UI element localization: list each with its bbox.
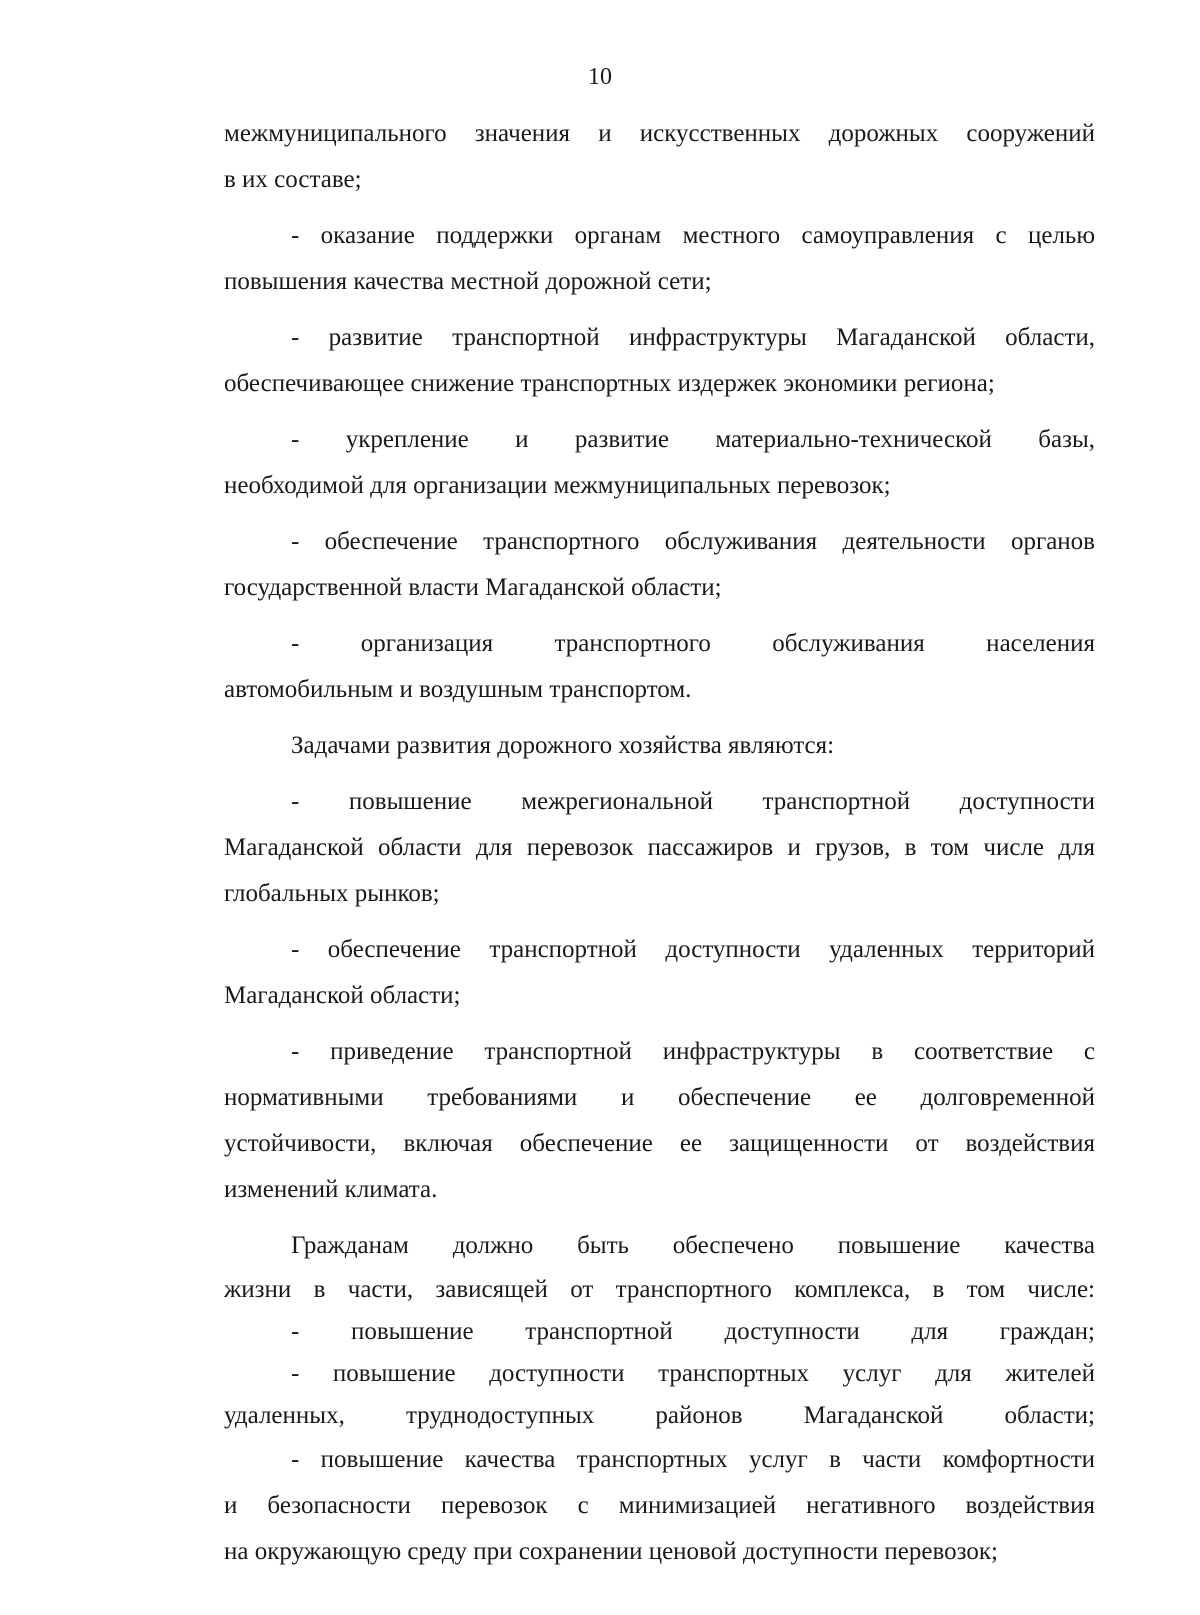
text-line: - повышение качества транспортных услуг в части комфортности [291, 1446, 1095, 1473]
document-body [224, 111, 1095, 1585]
text-line: жизни в части, зависящей от транспортного комплекса, в том числе: [224, 1276, 1095, 1303]
text-line: автомобильным и воздушным транспортом. [224, 676, 692, 703]
paragraph [224, 213, 1095, 305]
text-line: удаленных, труднодоступных районов Магаданской области; [224, 1402, 1095, 1429]
text-line: - повышение межрегиональной транспортной доступности [291, 788, 1095, 815]
paragraph [224, 1223, 1095, 1575]
text-line: межмуниципального значения и искусственных дорожных сооружений [224, 120, 1095, 147]
paragraph [224, 1029, 1095, 1213]
paragraph [224, 519, 1095, 611]
text-line: - повышение доступности транспортных услуг для жителей [291, 1360, 1095, 1387]
text-line: - повышение транспортной доступности для граждан; [291, 1318, 1095, 1345]
text-line: нормативными требованиями и обеспечение ее долговременной [224, 1084, 1095, 1111]
text-line: устойчивости, включая обеспечение ее защищенности от воздействия [224, 1130, 1095, 1157]
text-line: Гражданам должно быть обеспечено повышение качества [291, 1232, 1095, 1259]
text-line: Магаданской области; [224, 982, 461, 1009]
paragraph [224, 621, 1095, 713]
page-number: 10 [588, 64, 612, 90]
text-line: - развитие транспортной инфраструктуры Магаданской области, [291, 324, 1095, 351]
text-line: - укрепление и развитие материально-технической базы, [291, 426, 1095, 453]
text-line: Магаданской области для перевозок пассажиров и грузов, в том числе для [224, 834, 1095, 861]
text-line: в их составе; [224, 166, 362, 193]
text-line: необходимой для организации межмуниципальных перевозок; [224, 472, 891, 499]
text-line: - организация транспортного обслуживания населения [291, 630, 1095, 657]
text-line: на окружающую среду при сохранении ценовой доступности перевозок; [224, 1538, 998, 1565]
text-line: изменений климата. [224, 1176, 438, 1203]
text-line: глобальных рынков; [224, 880, 440, 907]
text-line: - обеспечение транспортного обслуживания деятельности органов [291, 528, 1095, 555]
paragraph [224, 723, 1095, 769]
text-line: обеспечивающее снижение транспортных издержек экономики региона; [224, 370, 995, 397]
text-line: - приведение транспортной инфраструктуры в соответствие с [291, 1038, 1095, 1065]
text-line: повышения качества местной дорожной сети; [224, 268, 712, 295]
text-line: и безопасности перевозок с минимизацией негативного воздействия [224, 1492, 1095, 1519]
text-line: государственной власти Магаданской области; [224, 574, 722, 601]
paragraph [224, 927, 1095, 1019]
text-line: - оказание поддержки органам местного самоуправления с целью [291, 222, 1095, 249]
paragraph [224, 111, 1095, 203]
paragraph [224, 779, 1095, 917]
text-line: - обеспечение транспортной доступности удаленных территорий [291, 936, 1095, 963]
paragraph [224, 315, 1095, 407]
text-line: Задачами развития дорожного хозяйства являются: [291, 732, 835, 759]
paragraph [224, 417, 1095, 509]
